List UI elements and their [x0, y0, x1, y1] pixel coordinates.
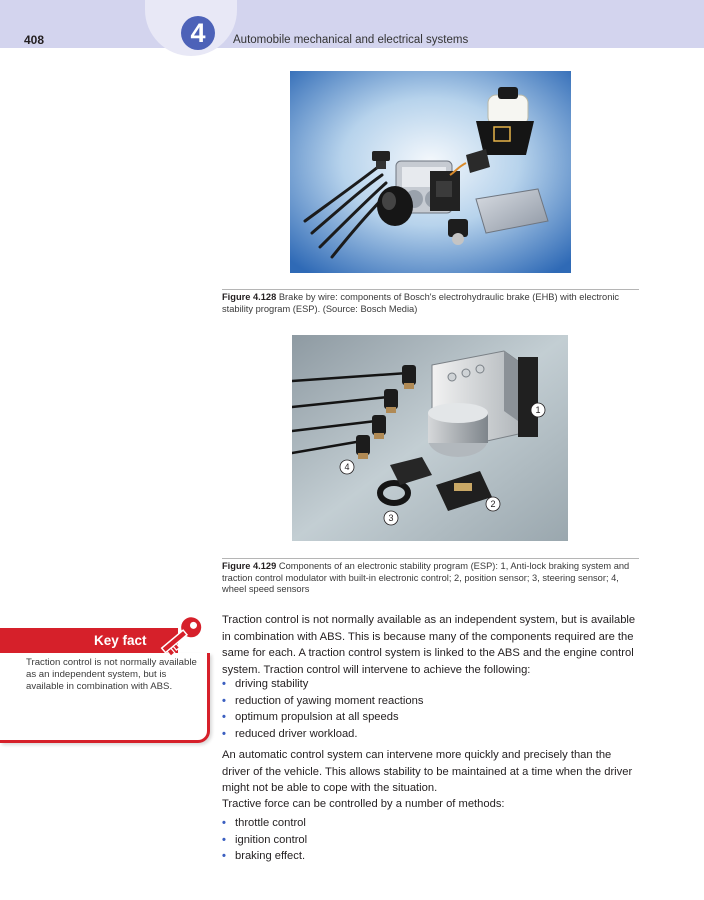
figure-caption-text: Components of an electronic stability program (ESP): 1, Anti-lock braking system and traction control modulator with built-in electronic control; 2, position sensor; 3, steering sensor; 4, wheel speed sensors — [222, 561, 630, 594]
key-fact-text: Traction control is not normally available as an independent system, but is available in combination with ABS. — [26, 657, 197, 693]
key-icon — [152, 610, 212, 660]
list-item: • reduced driver workload. — [222, 726, 642, 743]
callout-2-label: 2 — [490, 499, 496, 509]
body-paragraph-3: Tractive force can be controlled by a number of methods: — [222, 798, 505, 810]
list-item: • ignition control — [222, 832, 642, 849]
control-methods-list — [222, 815, 642, 865]
callout-2 — [486, 497, 500, 511]
callout-3-label: 3 — [388, 513, 394, 523]
list-item: • braking effect. — [222, 848, 642, 865]
callout-1 — [531, 403, 545, 417]
key-fact-title: Key fact — [94, 633, 147, 648]
callout-1-label: 1 — [535, 405, 541, 415]
list-item: • throttle control — [222, 815, 642, 832]
figure-4-129-caption — [222, 558, 639, 596]
body-paragraph-2: An automatic control system can intervene more quickly and precisely than the driver of the vehicle. This allows stability to be maintained at a time when the driver might not be able to cope with the situation. — [222, 749, 633, 794]
chapter-badge: 4 — [181, 16, 215, 50]
figure-caption-text: Brake by wire: components of Bosch's electrohydraulic brake (EHB) with electronic stability program (ESP). (Source: Bosch Media) — [222, 292, 620, 314]
body-paragraph-1: Traction control is not normally available as an independent system, but is available in combination with ABS. This is because many of the components required are the same for each. A traction control system is linked to the ABS and the engine control system. Traction control will intervene to achieve the following: — [222, 614, 636, 676]
callout-4-label: 4 — [344, 462, 350, 472]
figure-4-128-photo — [290, 71, 571, 273]
page-number: 408 — [24, 33, 45, 47]
callout-4 — [340, 460, 354, 474]
figure-label: Figure 4.129 — [222, 561, 277, 571]
list-item: • optimum propulsion at all speeds — [222, 709, 642, 726]
figure-4-128-caption — [222, 289, 639, 315]
list-item: • driving stability — [222, 676, 642, 693]
list-item: • reduction of yawing moment reactions — [222, 693, 642, 710]
callout-3 — [384, 511, 398, 525]
figure-label: Figure 4.128 — [222, 292, 277, 302]
running-title: Automobile mechanical and electrical systems — [233, 34, 469, 46]
traction-benefits-list — [222, 676, 642, 742]
figure-4-129-callouts — [292, 335, 568, 541]
